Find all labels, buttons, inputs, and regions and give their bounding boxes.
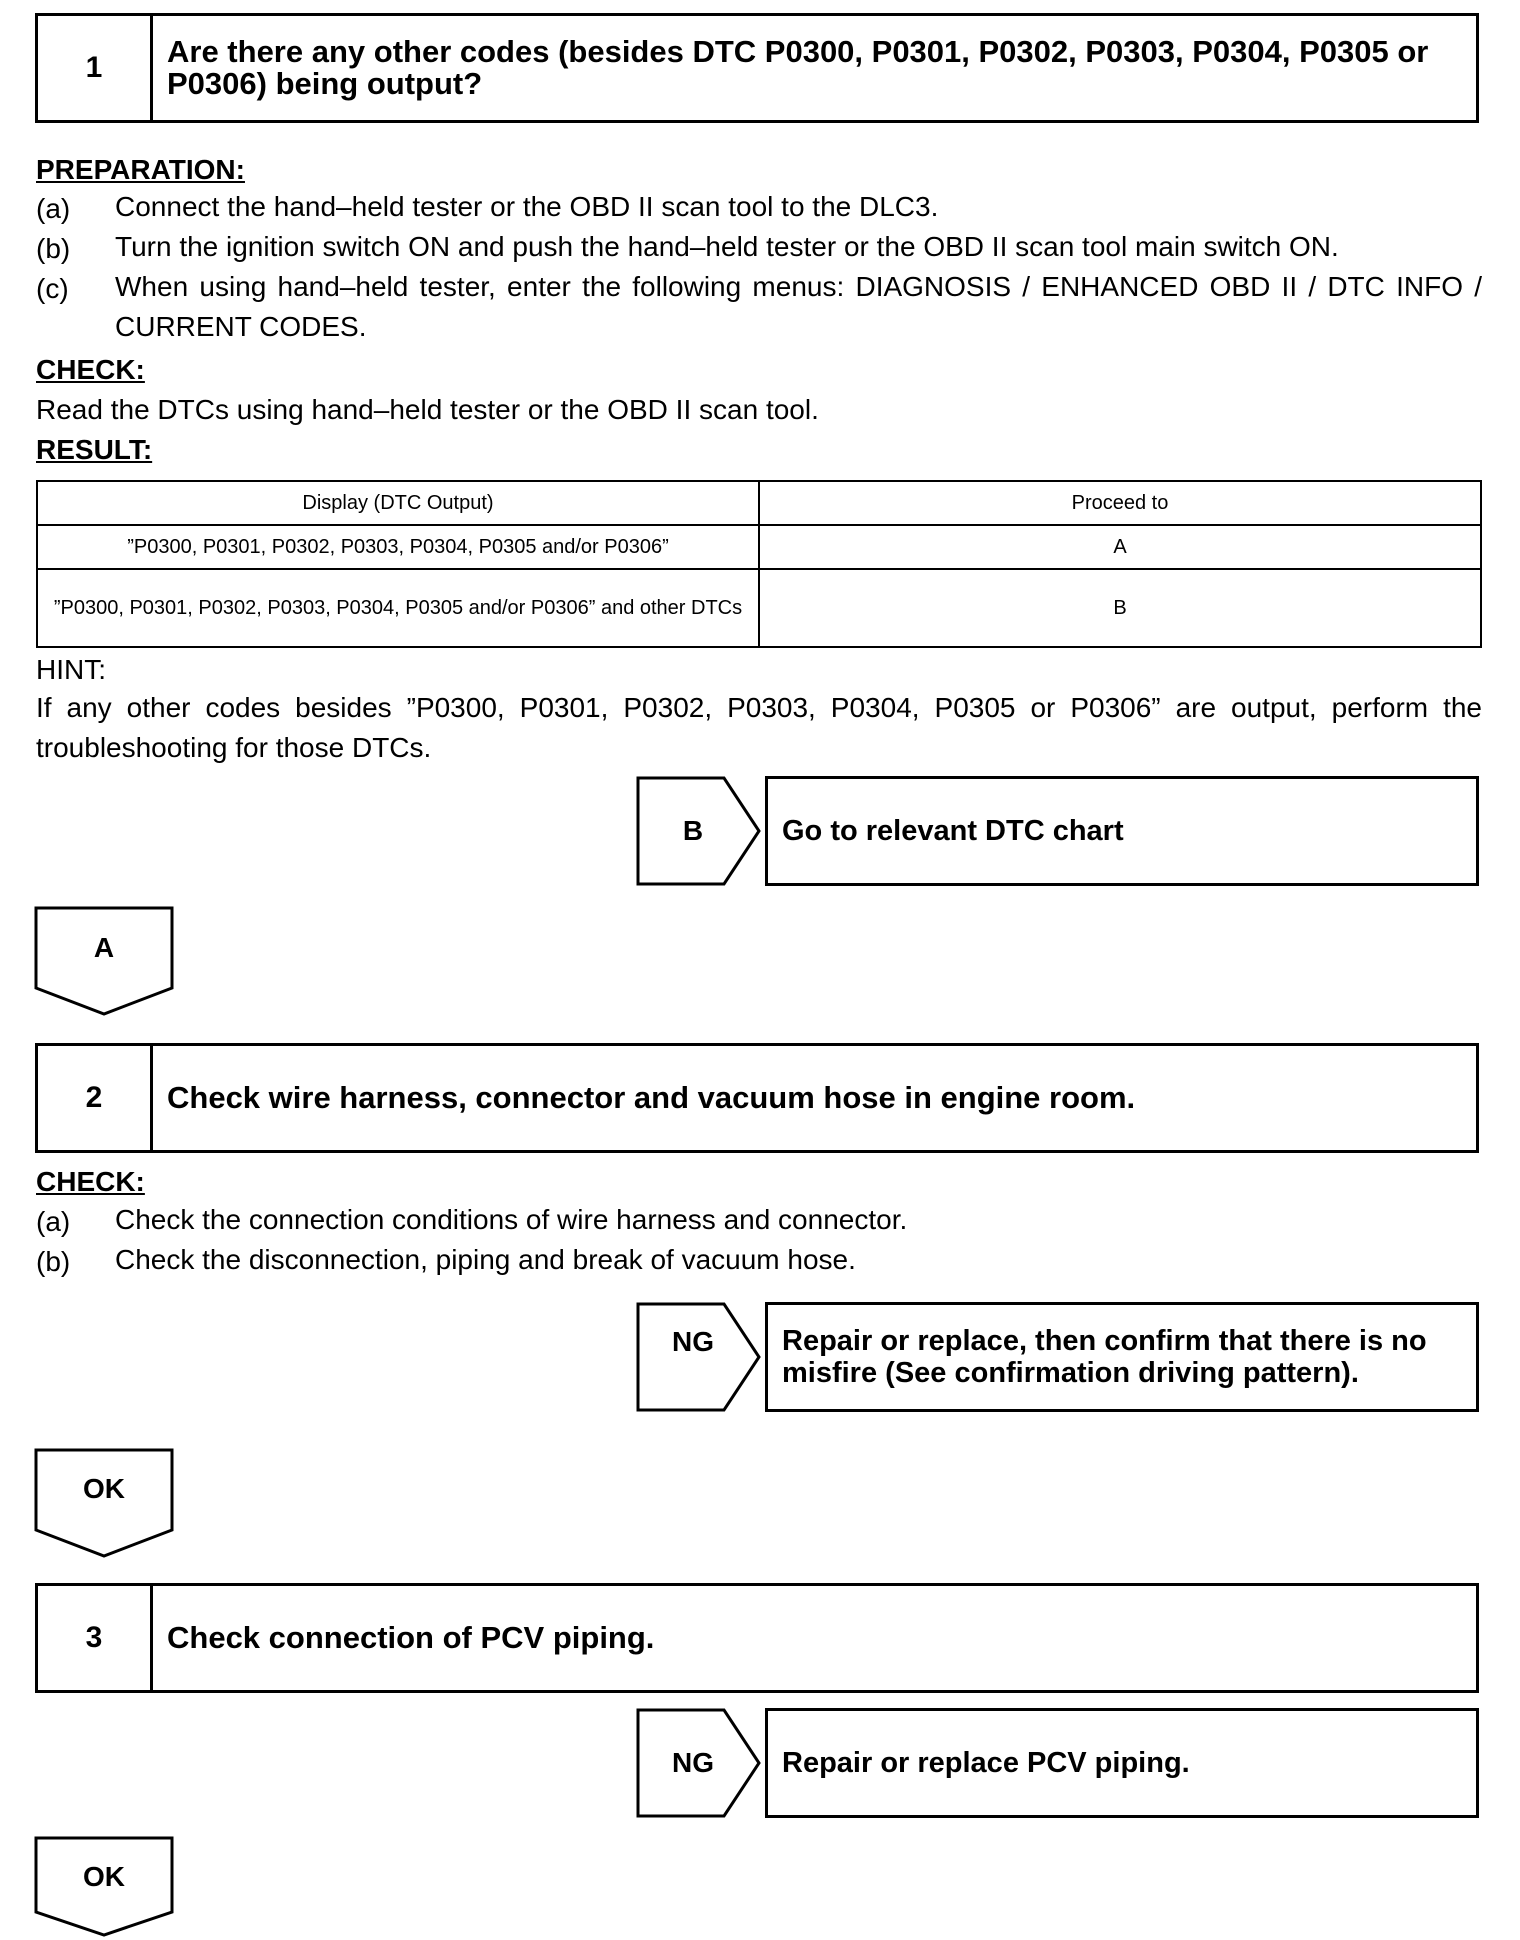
item-text: Check the disconnection, piping and break of vacuum hose. [115,1244,856,1275]
check-2-heading: CHECK: [36,1166,145,1197]
step-2-title: Check wire harness, connector and vacuum hose in engine room. [167,1080,1136,1115]
table-header-display: Display (DTC Output) [37,481,759,525]
branch-ng-3-arrow [636,1708,764,1820]
table-row [37,525,1481,569]
item-label: (b) [36,233,71,264]
item-label: (b) [36,1246,71,1277]
table-cell-display: ”P0300, P0301, P0302, P0303, P0304, P0305 and/or P0306” and other DTCs [37,569,759,647]
branch-ng-3-label: NG [672,1747,714,1778]
table-cell-display: ”P0300, P0301, P0302, P0303, P0304, P0305 and/or P0306” [37,525,759,569]
preparation-heading: PREPARATION: [36,154,245,185]
item-text: Connect the hand–held tester or the OBD II scan tool to the DLC3. [115,191,939,222]
branch-ng-2-outcome: Repair or replace, then confirm that there is no misfire (See confirmation driving pattern). [765,1302,1479,1412]
branch-ng-2-arrow [636,1302,764,1414]
hint-text: If any other codes besides ”P0300, P0301, P0302, P0303, P0304, P0305 or P0306” are output, perform the troubleshooting for those DTCs. [36,692,1482,763]
down-a-label: A [93,932,115,963]
down-a-arrow [34,906,176,1018]
step-1-box [35,13,1479,123]
result-heading: RESULT: [36,434,153,465]
check-1-text: Read the DTCs using hand–held tester or the OBD II scan tool. [36,394,819,425]
table-cell-proceed: A [759,525,1481,569]
branch-ng-2-label: NG [672,1326,714,1357]
item-label: (c) [36,273,69,304]
down-ok-3-arrow [34,1836,176,1938]
down-ok-2-arrow [34,1448,176,1560]
item-label: (a) [36,193,71,224]
table-cell-proceed: B [759,569,1481,647]
step-3-box [35,1583,1479,1693]
step-3-title: Check connection of PCV piping. [167,1620,655,1655]
item-text: When using hand–held tester, enter the following menus: DIAGNOSIS / ENHANCED OBD II / DTC INFO / CURRENT CODES. [115,271,1482,342]
check-1-heading: CHECK: [36,354,145,385]
result-table [36,480,1482,648]
step-1-number: 1 [38,16,153,120]
item-text: Turn the ignition switch ON and push the hand–held tester or the OBD II scan tool main switch ON. [115,231,1339,262]
hint-heading: HINT: [36,654,106,685]
branch-b-label: B [682,815,704,846]
table-header-row [37,481,1481,525]
item-text: Check the connection conditions of wire harness and connector. [115,1204,908,1235]
step-2-number: 2 [38,1046,153,1150]
step-2-box [35,1043,1479,1153]
step-1-title: Are there any other codes (besides DTC P0300, P0301, P0302, P0303, P0304, P0305 or P0306) being output? [167,34,1429,101]
table-row [37,569,1481,647]
step-3-number: 3 [38,1586,153,1690]
branch-b-arrow [636,776,764,888]
down-ok-2-label: OK [83,1473,125,1504]
item-label: (a) [36,1206,71,1237]
branch-ng-3-outcome: Repair or replace PCV piping. [765,1708,1479,1818]
down-ok-3-label: OK [83,1861,125,1892]
branch-b-outcome: Go to relevant DTC chart [765,776,1479,886]
table-header-proceed: Proceed to [759,481,1481,525]
